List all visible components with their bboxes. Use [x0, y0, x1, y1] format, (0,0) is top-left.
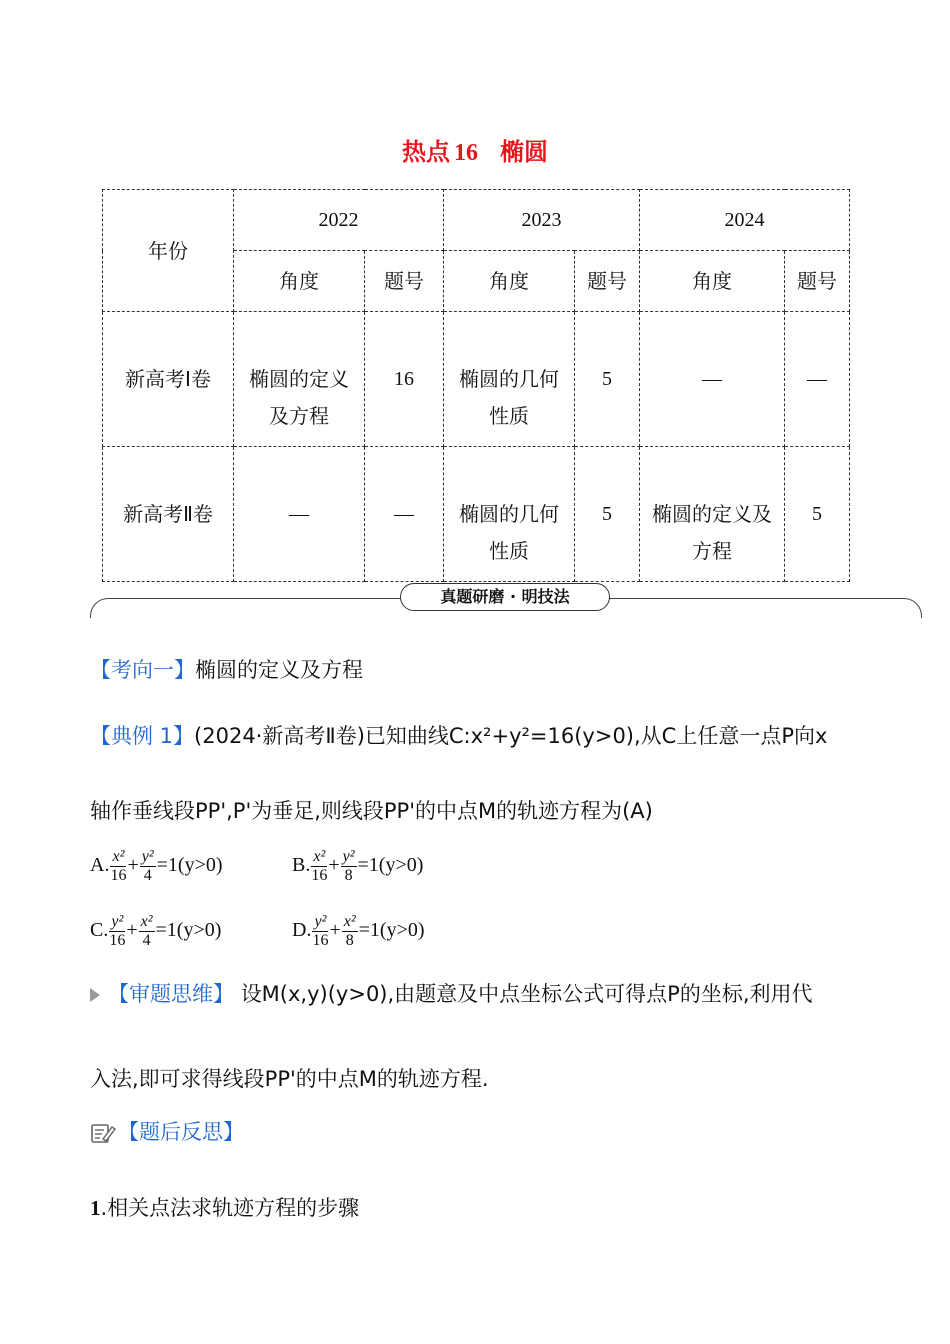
section-banner: 真题研磨 · 明技法: [400, 583, 610, 611]
option-a: A. $\frac{\text{x²}}{16}$ + $\frac{\text{y²}}{4}$ =1(y>0): [90, 848, 223, 884]
option-c: C. $\frac{\text{y²}}{16}$ + $\frac{\text{x²}}{4}$ =1(y>0): [90, 913, 222, 949]
step-text: .相关点法求轨迹方程的步骤: [100, 1196, 360, 1220]
frac-num: x²: [311, 848, 327, 867]
title-prefix: 热点: [402, 138, 450, 166]
thinking-tag: 【审题思维】: [108, 982, 234, 1006]
year-2023: 2023: [444, 190, 640, 251]
year-2024: 2024: [640, 190, 850, 251]
number-cell: 16: [365, 312, 444, 447]
frac-den: 16: [312, 932, 329, 949]
col-number: 题号: [785, 251, 850, 312]
example-line-1: [90, 720, 827, 750]
reflection-heading: [90, 1116, 244, 1146]
year-header: 年份: [103, 190, 234, 312]
option-label: D.: [292, 919, 312, 942]
title-number: 16: [454, 140, 478, 166]
angle-cell: 椭圆的定义 及方程: [234, 312, 365, 447]
option-b: B. $\frac{\text{x²}}{16}$ + $\frac{\text{y²}}{8}$ =1(y>0): [292, 848, 424, 884]
number-cell: 5: [785, 447, 850, 582]
example-line-2: 轴作垂线段PP',P'为垂足,则线段PP'的中点M的轨迹方程为(A): [90, 799, 653, 823]
col-angle: 角度: [444, 251, 575, 312]
table-row: [103, 447, 850, 582]
frac-num: y²: [312, 913, 328, 932]
play-triangle-icon: [90, 988, 100, 1002]
col-number: 题号: [365, 251, 444, 312]
topic-heading: [90, 654, 363, 684]
frac-num: y²: [342, 848, 355, 865]
option-tail: =1(y>0): [156, 854, 223, 877]
frac-den: 8: [345, 932, 354, 949]
number-cell: —: [785, 312, 850, 447]
frac-den: 16: [311, 867, 328, 884]
example-tag: 【典例 1】: [90, 724, 195, 748]
col-angle: 角度: [640, 251, 785, 312]
notepad-pencil-icon: [90, 1121, 116, 1145]
angle-cell: —: [640, 312, 785, 447]
number-cell: 5: [575, 312, 640, 447]
page-title: [0, 132, 950, 167]
number-cell: 5: [575, 447, 640, 582]
option-tail: =1(y>0): [357, 854, 424, 877]
angle-cell: 椭圆的几何 性质: [444, 447, 575, 582]
title-topic: 椭圆: [500, 138, 548, 166]
step-heading: [90, 1192, 359, 1222]
frac-den: 4: [142, 932, 151, 949]
row-label: 新高考Ⅰ卷: [103, 312, 234, 447]
frac-num: x²: [110, 848, 126, 867]
angle-cell: —: [234, 447, 365, 582]
number-cell: —: [365, 447, 444, 582]
exam-table: [102, 189, 850, 582]
topic-text: 椭圆的定义及方程: [195, 658, 363, 682]
col-angle: 角度: [234, 251, 365, 312]
angle-line: 椭圆的定义及: [652, 502, 772, 526]
example-text-1: (2024·新高考Ⅱ卷)已知曲线C:x²+y²=16(y>0),从C上任意一点P向x: [194, 724, 828, 748]
thinking-line-2: 入法,即可求得线段PP'的中点M的轨迹方程.: [90, 1067, 489, 1091]
option-label: B.: [292, 854, 311, 877]
option-tail: =1(y>0): [155, 919, 222, 942]
frac-den: 16: [110, 867, 127, 884]
topic-tag: 【考向一】: [90, 658, 195, 682]
angle-cell: 椭圆的定义及 方程: [640, 447, 785, 582]
frac-den: 8: [344, 867, 353, 884]
option-label: A.: [90, 854, 110, 877]
row-label: 新高考Ⅱ卷: [103, 447, 234, 582]
angle-line: 椭圆的几何: [459, 502, 559, 526]
year-2022: 2022: [234, 190, 444, 251]
thinking-line-1: [90, 978, 813, 1008]
frac-num: y²: [141, 848, 154, 865]
table-row: [103, 312, 850, 447]
frac-num: x²: [140, 913, 153, 930]
option-d: D. $\frac{\text{y²}}{16}$ + $\frac{\text{x²}}{8}$ =1(y>0): [292, 913, 425, 949]
angle-cell: 椭圆的几何 性质: [444, 312, 575, 447]
step-number: 1: [90, 1196, 101, 1220]
option-tail: =1(y>0): [358, 919, 425, 942]
frac-num: y²: [109, 913, 125, 932]
frac-den: 4: [143, 867, 152, 884]
thinking-text-1: 设M(x,y)(y>0),由题意及中点坐标公式可得点P的坐标,利用代: [240, 982, 813, 1006]
frac-num: x²: [343, 913, 356, 930]
angle-line: 椭圆的几何: [459, 367, 559, 391]
option-label: C.: [90, 919, 109, 942]
reflection-tag: 【题后反思】: [118, 1120, 244, 1144]
angle-line: 椭圆的定义: [249, 367, 349, 391]
frac-den: 16: [109, 932, 126, 949]
col-number: 题号: [575, 251, 640, 312]
